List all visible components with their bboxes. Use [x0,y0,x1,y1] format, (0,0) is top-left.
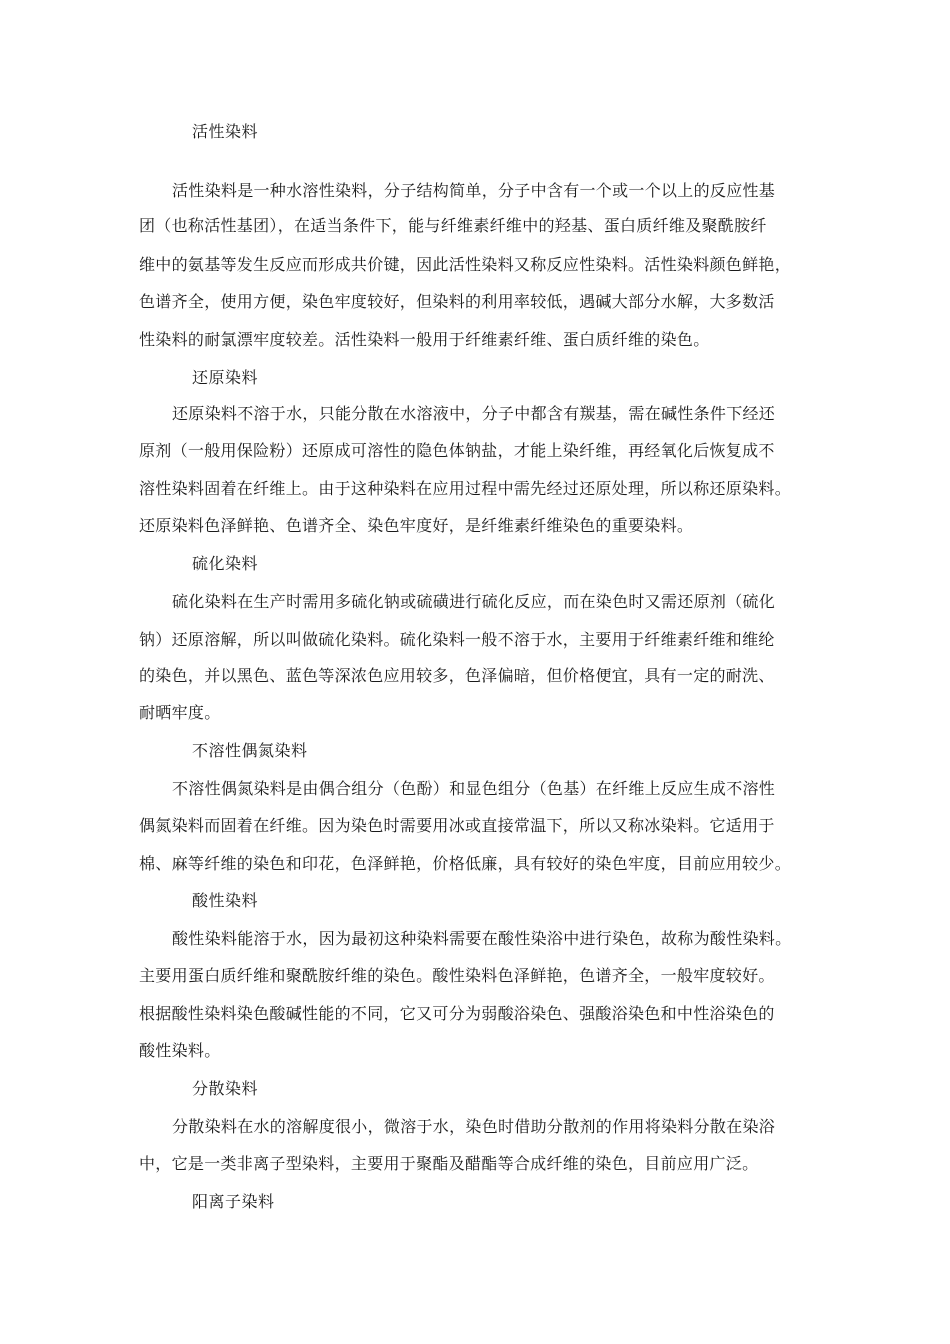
paragraph-line: 酸性染料能溶于水，因为最初这种染料需要在酸性染浴中进行染色，故称为酸性染料。 [172,929,792,948]
section-heading-azoic-dyes: 不溶性偶氮染料 [192,741,308,760]
paragraph-line: 偶氮染料而固着在纤维。因为染色时需要用冰或直接常温下，所以又称冰染料。它适用于 [139,816,775,835]
paragraph-line: 耐晒牢度。 [139,703,221,722]
paragraph-line: 色谱齐全，使用方便，染色牢度较好，但染料的利用率较低，遇碱大部分水解，大多数活 [139,292,775,311]
paragraph-line: 中，它是一类非离子型染料，主要用于聚酯及醋酯等合成纤维的染色，目前应用广泛。 [139,1154,759,1173]
paragraph-line: 分散染料在水的溶解度很小，微溶于水，染色时借助分散剂的作用将染料分散在染浴 [172,1117,776,1136]
section-heading-vat-dyes: 还原染料 [192,368,259,387]
section-heading-cationic-dyes: 阳离子染料 [192,1192,275,1211]
paragraph-line: 硫化染料在生产时需用多硫化钠或硫磺进行硫化反应，而在染色时又需还原剂（硫化 [172,592,776,611]
paragraph-line: 根据酸性染料染色酸碱性能的不同，它又可分为弱酸浴染色、强酸浴染色和中性浴染色的 [139,1004,775,1023]
paragraph-line: 溶性染料固着在纤维上。由于这种染料在应用过程中需先经过还原处理，所以称还原染料。 [139,479,792,498]
paragraph-line: 维中的氨基等发生反应而形成共价键，因此活性染料又称反应性染料。活性染料颜色鲜艳， [139,255,792,274]
paragraph-line: 活性染料是一种水溶性染料，分子结构简单，分子中含有一个或一个以上的反应性基 [172,181,776,200]
paragraph-line: 的染色，并以黑色、蓝色等深浓色应用较多，色泽偏暗，但价格便宜，具有一定的耐洗、 [139,666,775,685]
paragraph-line: 不溶性偶氮染料是由偶合组分（色酚）和显色组分（色基）在纤维上反应生成不溶性 [172,779,776,798]
paragraph-line: 钠）还原溶解，所以叫做硫化染料。硫化染料一般不溶于水，主要用于纤维素纤维和维纶 [139,630,775,649]
paragraph-line: 还原染料不溶于水，只能分散在水溶液中，分子中都含有羰基，需在碱性条件下经还 [172,404,776,423]
paragraph-line: 性染料的耐氯漂牢度较差。活性染料一般用于纤维素纤维、蛋白质纤维的染色。 [139,330,710,349]
section-heading-acid-dyes: 酸性染料 [192,891,259,910]
paragraph-line: 棉、麻等纤维的染色和印花，色泽鲜艳，价格低廉，具有较好的染色牢度，目前应用较少。 [139,854,792,873]
paragraph-line: 团（也称活性基团），在适当条件下，能与纤维素纤维中的羟基、蛋白质纤维及聚酰胺纤 [139,216,767,235]
paragraph-line: 主要用蛋白质纤维和聚酰胺纤维的染色。酸性染料色泽鲜艳，色谱齐全，一般牢度较好。 [139,966,775,985]
paragraph-line: 原剂（一般用保险粉）还原成可溶性的隐色体钠盐，才能上染纤维，再经氧化后恢复成不 [139,441,775,460]
section-heading-disperse-dyes: 分散染料 [192,1079,259,1098]
paragraph-line: 还原染料色泽鲜艳、色谱齐全、染色牢度好，是纤维素纤维染色的重要染料。 [139,516,694,535]
section-heading-sulfur-dyes: 硫化染料 [192,554,259,573]
paragraph-line: 酸性染料。 [139,1041,221,1060]
section-heading-reactive-dyes: 活性染料 [192,122,259,141]
